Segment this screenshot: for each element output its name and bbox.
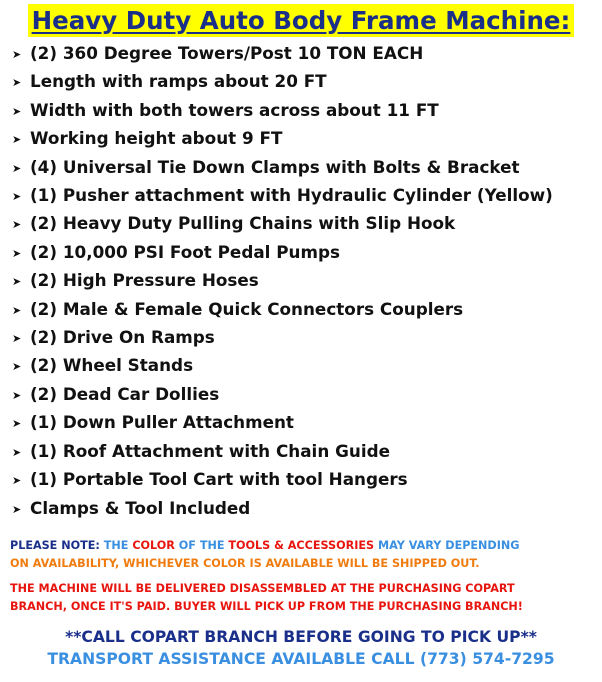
list-item: ➤ (4) Universal Tie Down Clamps with Bolts & Bracket bbox=[12, 154, 602, 182]
arrowhead-right-icon: ➤ bbox=[12, 246, 22, 260]
note-label: PLEASE NOTE: bbox=[10, 538, 100, 552]
list-item: ➤ (2) Heavy Duty Pulling Chains with Slip Hook bbox=[12, 210, 602, 238]
list-item: ➤ (1) Down Puller Attachment bbox=[12, 409, 602, 437]
arrowhead-right-icon: ➤ bbox=[12, 190, 22, 204]
arrowhead-right-icon: ➤ bbox=[12, 104, 22, 118]
list-item: ➤ Clamps & Tool Included bbox=[12, 495, 602, 523]
arrowhead-right-icon: ➤ bbox=[12, 303, 22, 317]
arrowhead-right-icon: ➤ bbox=[12, 133, 22, 147]
color-note bbox=[0, 537, 602, 573]
arrowhead-right-icon: ➤ bbox=[12, 48, 22, 61]
list-item: ➤ (2) Wheel Stands bbox=[12, 352, 602, 380]
list-item: ➤ (2) Drive On Ramps bbox=[12, 324, 602, 352]
list-item: ➤ Width with both towers across about 11 FT bbox=[12, 97, 602, 125]
arrowhead-right-icon: ➤ bbox=[12, 161, 22, 175]
page-title: Heavy Duty Auto Body Frame Machine: bbox=[28, 4, 575, 37]
list-item: ➤ (2) 360 Degree Towers/Post 10 TON EACH bbox=[12, 40, 602, 68]
arrowhead-right-icon: ➤ bbox=[12, 388, 22, 402]
list-item: ➤ (1) Portable Tool Cart with tool Hangers bbox=[12, 466, 602, 494]
arrowhead-right-icon: ➤ bbox=[12, 360, 22, 374]
arrowhead-right-icon: ➤ bbox=[12, 275, 22, 289]
arrowhead-right-icon: ➤ bbox=[12, 445, 22, 459]
header bbox=[0, 0, 602, 37]
color-note-line-1: PLEASE NOTE: THE COLOR OF THE TOOLS & ACCESSORIES MAY VARY DEPENDING bbox=[10, 538, 520, 552]
list-item: ➤ (2) 10,000 PSI Foot Pedal Pumps bbox=[12, 239, 602, 267]
color-note-line-2: ON AVAILABILITY, WHICHEVER COLOR IS AVAILABLE WILL BE SHIPPED OUT. bbox=[10, 556, 480, 570]
arrowhead-right-icon: ➤ bbox=[12, 218, 22, 232]
call-branch-line: **CALL COPART BRANCH BEFORE GOING TO PICK UP** bbox=[65, 627, 537, 646]
list-item: ➤ (2) High Pressure Hoses bbox=[12, 267, 602, 295]
arrowhead-right-icon: ➤ bbox=[12, 502, 22, 516]
delivery-note bbox=[0, 580, 602, 616]
list-item: ➤ (2) Dead Car Dollies bbox=[12, 381, 602, 409]
list-item: ➤ (1) Pusher attachment with Hydraulic Cylinder (Yellow) bbox=[12, 182, 602, 210]
list-item: ➤ (1) Roof Attachment with Chain Guide bbox=[12, 438, 602, 466]
feature-list bbox=[0, 40, 602, 523]
list-item: ➤ Working height about 9 FT bbox=[12, 125, 602, 153]
list-item: ➤ (2) Male & Female Quick Connectors Couplers bbox=[12, 296, 602, 324]
transport-line: TRANSPORT ASSISTANCE AVAILABLE CALL (773) 574-7295 bbox=[47, 649, 555, 668]
arrowhead-right-icon: ➤ bbox=[12, 417, 22, 431]
arrowhead-right-icon: ➤ bbox=[12, 76, 22, 90]
delivery-note-line-2: BRANCH, ONCE IT'S PAID. BUYER WILL PICK UP FROM THE PURCHASING BRANCH! bbox=[10, 599, 523, 613]
arrowhead-right-icon: ➤ bbox=[12, 474, 22, 488]
list-item: ➤ Length with ramps about 20 FT bbox=[12, 68, 602, 96]
delivery-note-line-1: THE MACHINE WILL BE DELIVERED DISASSEMBLED AT THE PURCHASING COPART bbox=[10, 581, 515, 595]
arrowhead-right-icon: ➤ bbox=[12, 332, 22, 346]
